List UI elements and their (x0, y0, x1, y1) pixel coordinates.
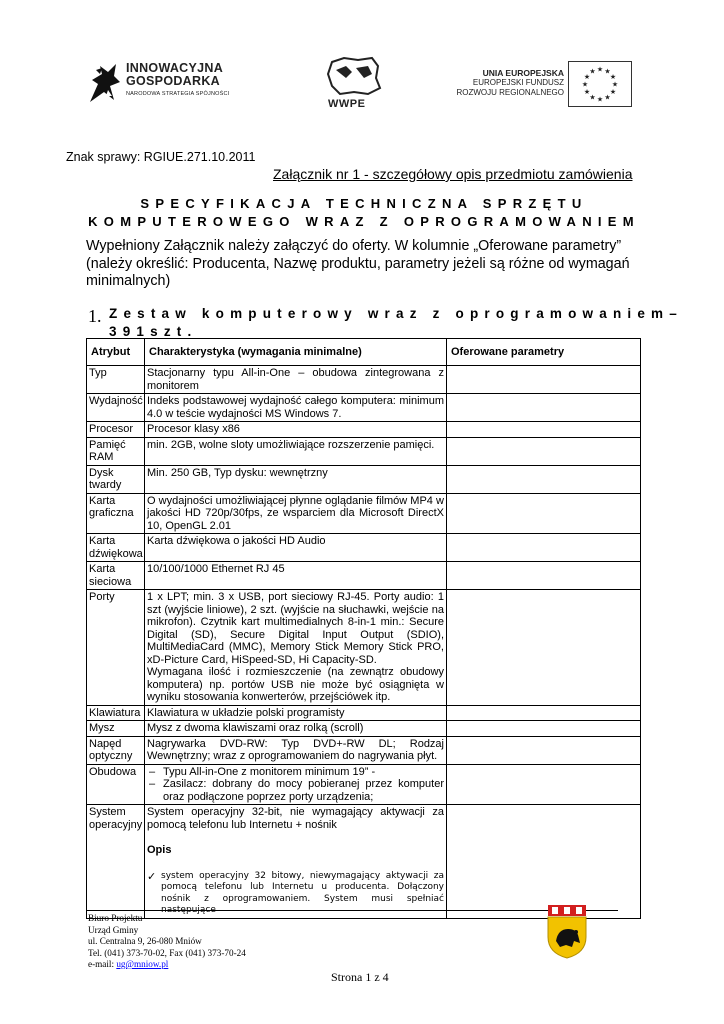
footer-address (88, 913, 246, 971)
footer-divider (86, 910, 618, 911)
innowacyjna-logo-line2: GOSPODARKA (126, 74, 220, 88)
eu-logo (456, 61, 632, 107)
row-description (145, 764, 447, 805)
checkmark-icon: ✓ (147, 869, 157, 883)
eu-star-icon: ★ (609, 74, 617, 81)
os-opis-heading: Opis (147, 844, 172, 856)
innowacyjna-logo-line1: INNOWACYJNA (126, 61, 224, 75)
table-row (87, 534, 641, 562)
table-row (87, 366, 641, 394)
wwpe-logo-label: WWPE (328, 98, 366, 110)
row-description: Stacjonarny typu All-in-One – obudowa zintegrowana z monitorem (145, 366, 447, 394)
row-offer-cell[interactable] (447, 736, 641, 764)
eu-star-icon: ★ (611, 81, 619, 89)
row-attribute: Karta sieciowa (87, 562, 145, 590)
eu-star-icon: ★ (604, 68, 611, 76)
row-attribute: Pamięć RAM (87, 437, 145, 465)
wwpe-logo (324, 56, 384, 112)
row-offer-cell[interactable] (447, 394, 641, 422)
row-offer-cell[interactable] (447, 465, 641, 493)
row-offer-cell[interactable] (447, 705, 641, 721)
row-description (145, 590, 447, 706)
os-checklist-text: system operacyjny 32 bitowy, niewymagający aktywacji za pomocą telefonu lub Internetu u producenta. Dołączony nośnik z oprogramowaniem. System musi spełniać następujące (161, 870, 444, 915)
innowacyjna-gospodarka-logo (88, 60, 248, 108)
row-attribute: Typ (87, 366, 145, 394)
footer-line3: ul. Centralna 9, 26-080 Mniów (88, 936, 202, 946)
table-row (87, 394, 641, 422)
eu-logo-line2: EUROPEJSKI FUNDUSZ (472, 78, 564, 87)
row-offer-cell[interactable] (447, 721, 641, 737)
spec-table (86, 338, 641, 919)
eu-star-icon: ★ (583, 89, 591, 96)
row-offer-cell[interactable] (447, 764, 641, 805)
poland-map-icon (326, 56, 382, 96)
row-offer-cell[interactable] (447, 805, 641, 919)
innowacyjna-logo-sub: NARODOWA STRATEGIA SPÓJNOŚCI (126, 91, 230, 97)
table-row (87, 465, 641, 493)
footer-email-link[interactable]: ug@mniow.pl (116, 959, 169, 969)
table-row (87, 437, 641, 465)
eu-flag-icon (568, 61, 632, 107)
table-row (87, 805, 641, 919)
row-description: O wydajności umożliwiającej płynne oglądanie filmów MP4 w jakości HD 720p/30fps, ze wsparciem dla Microsoft DirectX 10, OpenGL 2.01 (145, 493, 447, 534)
row-offer-cell[interactable] (447, 590, 641, 706)
eu-star-icon: ★ (604, 94, 611, 102)
spec-title-line1: SPECYFIKACJA TECHNICZNA SPRZĘTU (140, 196, 588, 211)
table-row (87, 764, 641, 805)
eu-logo-line3: ROZWOJU REGIONALNEGO (456, 88, 564, 97)
list-item: – Typu All-in-One z monitorem minimum 19” - (163, 766, 444, 779)
row-description: Nagrywarka DVD-RW: Typ DVD+-RW DL; Rodzaj Wewnętrzny; wraz z oprogramowaniem do nagrywania płyt. (145, 736, 447, 764)
footer-line1: Biuro Projektu (88, 913, 143, 923)
row-description: Procesor klasy x86 (145, 422, 447, 438)
eu-logo-line1: UNIA EUROPEJSKA (482, 68, 564, 78)
row-attribute: Dysk twardy (87, 465, 145, 493)
table-row (87, 721, 641, 737)
eu-star-icon: ★ (583, 74, 591, 81)
row-description: min. 2GB, wolne sloty umożliwiające rozszerzenie pamięci. (145, 437, 447, 465)
table-row (87, 705, 641, 721)
table-row (87, 562, 641, 590)
row-description: Karta dźwiękowa o jakości HD Audio (145, 534, 447, 562)
table-header-row (87, 339, 641, 366)
row-offer-cell[interactable] (447, 562, 641, 590)
row-description (145, 805, 447, 919)
row-attribute: Obudowa (87, 764, 145, 805)
table-row (87, 590, 641, 706)
spec-title (60, 195, 668, 231)
attachment-title: Załącznik nr 1 - szczegółowy opis przedmiotu zamówienia (273, 166, 633, 182)
table-row (87, 736, 641, 764)
row-attribute: Napęd optyczny (87, 736, 145, 764)
innowacyjna-gospodarka-emblem-icon (88, 62, 122, 104)
eu-star-icon: ★ (589, 68, 596, 76)
row-attribute: Mysz (87, 721, 145, 737)
row-offer-cell[interactable] (447, 422, 641, 438)
row-description: 10/100/1000 Ethernet RJ 45 (145, 562, 447, 590)
table-row (87, 493, 641, 534)
row-attribute: Karta dźwiękowa (87, 534, 145, 562)
eu-star-icon: ★ (596, 66, 604, 74)
row-offer-cell[interactable] (447, 534, 641, 562)
eu-star-icon: ★ (609, 89, 617, 96)
row-description: Klawiatura w układzie polski programisty (145, 705, 447, 721)
table-row (87, 422, 641, 438)
row-description: Mysz z dwoma klawiszami oraz rolką (scroll) (145, 721, 447, 737)
eu-star-icon: ★ (589, 94, 596, 102)
row-attribute: Porty (87, 590, 145, 706)
spec-title-line2: KOMPUTEROWEGO WRAZ Z OPROGRAMOWANIEM (88, 214, 640, 229)
list-item: – Zasilacz: dobrany do mocy pobieranej przez komputer oraz podłączone poprzez porty urządzenia; (163, 778, 444, 803)
os-description: System operacyjny 32-bit, nie wymagający aktywacji za pomocą telefonu lub Internetu + nośnik (147, 806, 444, 831)
header-offered: Oferowane parametry (447, 339, 641, 366)
row-description: Indeks podstawowej wydajność całego komputera: minimum 4.0 w teście wydajności MS Windows 7. (145, 394, 447, 422)
row-attribute: Procesor (87, 422, 145, 438)
intro-paragraph: Wypełniony Załącznik należy załączyć do oferty. W kolumnie „Oferowane parametry” (należy określić: Producenta, Nazwę produktu, parametry jeżeli są różne od wymagań minimalnych) (86, 238, 630, 289)
section-number: 1. (88, 306, 102, 326)
row-offer-cell[interactable] (447, 437, 641, 465)
section-title-line2: 391szt. (109, 324, 198, 339)
row-description: Min. 250 GB, Typ dysku: wewnętrzny (145, 465, 447, 493)
eu-star-icon: ★ (596, 96, 604, 104)
page-number: Strona 1 z 4 (331, 970, 389, 984)
row-attribute: System operacyjny (87, 805, 145, 919)
footer-line4: Tel. (041) 373-70-02, Fax (041) 373-70-24 (88, 947, 246, 958)
row-offer-cell[interactable] (447, 493, 641, 534)
row-attribute: Karta graficzna (87, 493, 145, 534)
section-title (109, 305, 683, 341)
row-offer-cell[interactable] (447, 366, 641, 394)
eu-star-icon: ★ (581, 81, 589, 89)
municipality-crest-icon (544, 903, 590, 959)
row-attribute: Klawiatura (87, 705, 145, 721)
housing-list (147, 766, 444, 804)
section-title-line1: Zestaw komputerowy wraz z oprogramowaniem– (109, 306, 683, 321)
case-number: Znak sprawy: RGIUE.271.10.2011 (66, 150, 256, 164)
footer-line2: Urząd Gminy (88, 924, 139, 935)
header-characteristics: Charakterystyka (wymagania minimalne) (145, 339, 447, 366)
header-attribute: Atrybut (87, 339, 145, 366)
ports-description: 1 x LPT; min. 3 x USB, port sieciowy RJ-45. Porty audio: 1 szt (wyjście liniowe), 2 szt. (wyjście na słuchawki, wejście na mikrofon). Czytnik kart multimedialnych 8-in-1 min.: Secure Digital (SD), Secure Digital Input Output (SDIO), MultiMediaCard (MMC), Memory Stick Memory Stick PRO, xD-Picture Card, HiSpeed-SD, Hi Capacity-SD. (147, 591, 444, 666)
ports-requirement-note: Wymagana ilość i rozmieszczenie (na zewnątrz obudowy komputera) np. portów USB nie może być osiągnięta w wyniku stosowania konwerterów, przejściówek itp. (147, 666, 444, 703)
row-attribute: Wydajność (87, 394, 145, 422)
footer-email-prefix: e-mail: (88, 959, 117, 969)
